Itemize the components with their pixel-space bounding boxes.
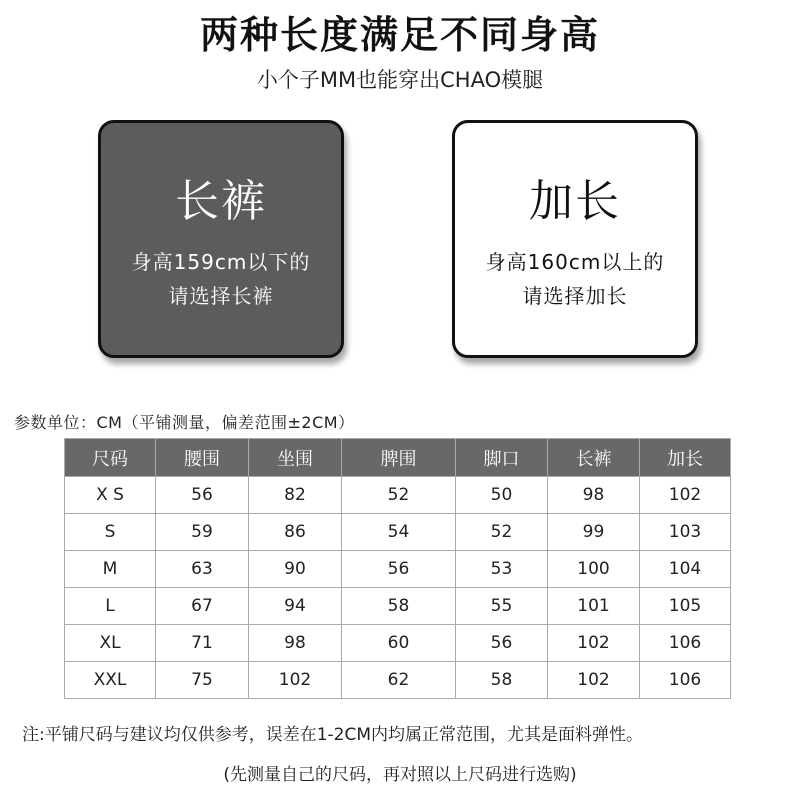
table-cell: X S: [65, 477, 156, 514]
table-cell: 106: [640, 662, 731, 699]
column-header: 尺码: [65, 439, 156, 477]
table-cell: 82: [249, 477, 342, 514]
size-table: [64, 438, 731, 699]
table-cell: L: [65, 588, 156, 625]
card-desc-line2: 请选择加长: [522, 284, 628, 308]
table-cell: 55: [456, 588, 548, 625]
table-cell: 50: [456, 477, 548, 514]
card-extended: [452, 120, 698, 358]
table-row: [65, 514, 731, 551]
table-cell: 52: [342, 477, 456, 514]
table-cell: 75: [156, 662, 249, 699]
table-cell: 102: [548, 662, 640, 699]
table-cell: 98: [249, 625, 342, 662]
table-cell: 102: [548, 625, 640, 662]
table-row: [65, 662, 731, 699]
table-cell: 99: [548, 514, 640, 551]
table-cell: S: [65, 514, 156, 551]
table-row: [65, 551, 731, 588]
column-header: 脾围: [342, 439, 456, 477]
footer-note: 注:平铺尺码与建议均仅供参考，误差在1-2CM内均属正常范围，尤其是面料弹性。: [22, 725, 644, 745]
column-header: 脚口: [456, 439, 548, 477]
table-cell: XXL: [65, 662, 156, 699]
table-cell: 59: [156, 514, 249, 551]
footer-note-secondary: (先测量自己的尺码，再对照以上尺码进行选购): [223, 765, 577, 785]
table-cell: 102: [249, 662, 342, 699]
table-cell: 58: [342, 588, 456, 625]
card-long-pants: [98, 120, 344, 358]
table-row: [65, 625, 731, 662]
table-cell: 106: [640, 625, 731, 662]
table-cell: 56: [456, 625, 548, 662]
card-title: 长裤: [175, 176, 267, 227]
column-header: 加长: [640, 439, 731, 477]
table-cell: 105: [640, 588, 731, 625]
page-title: 两种长度满足不同身高: [199, 13, 600, 57]
page-subtitle: 小个子MM也能穿出CHAO模腿: [256, 68, 544, 92]
table-row: [65, 477, 731, 514]
table-cell: 90: [249, 551, 342, 588]
table-header-row: [65, 439, 731, 477]
card-title: 加长: [529, 176, 621, 227]
table-cell: 58: [456, 662, 548, 699]
table-cell: M: [65, 551, 156, 588]
card-description: [455, 245, 695, 313]
card-description: [101, 245, 341, 313]
params-label: 参数单位：CM（平铺测量，偏差范围±2CM）: [14, 413, 355, 432]
table-cell: 56: [156, 477, 249, 514]
table-cell: 104: [640, 551, 731, 588]
column-header: 坐围: [249, 439, 342, 477]
card-desc-line1: 身高160cm以上的: [485, 250, 665, 274]
table-cell: 53: [456, 551, 548, 588]
table-cell: 94: [249, 588, 342, 625]
table-cell: 103: [640, 514, 731, 551]
table-cell: XL: [65, 625, 156, 662]
table-cell: 100: [548, 551, 640, 588]
table-cell: 54: [342, 514, 456, 551]
table-cell: 101: [548, 588, 640, 625]
table-cell: 60: [342, 625, 456, 662]
table-cell: 62: [342, 662, 456, 699]
column-header: 长裤: [548, 439, 640, 477]
card-desc-line1: 身高159cm以下的: [131, 250, 311, 274]
table-cell: 102: [640, 477, 731, 514]
table-cell: 63: [156, 551, 249, 588]
table-cell: 98: [548, 477, 640, 514]
card-desc-line2: 请选择长裤: [168, 284, 274, 308]
table-cell: 56: [342, 551, 456, 588]
table-cell: 71: [156, 625, 249, 662]
table-cell: 52: [456, 514, 548, 551]
table-cell: 67: [156, 588, 249, 625]
column-header: 腰围: [156, 439, 249, 477]
table-cell: 86: [249, 514, 342, 551]
table-row: [65, 588, 731, 625]
